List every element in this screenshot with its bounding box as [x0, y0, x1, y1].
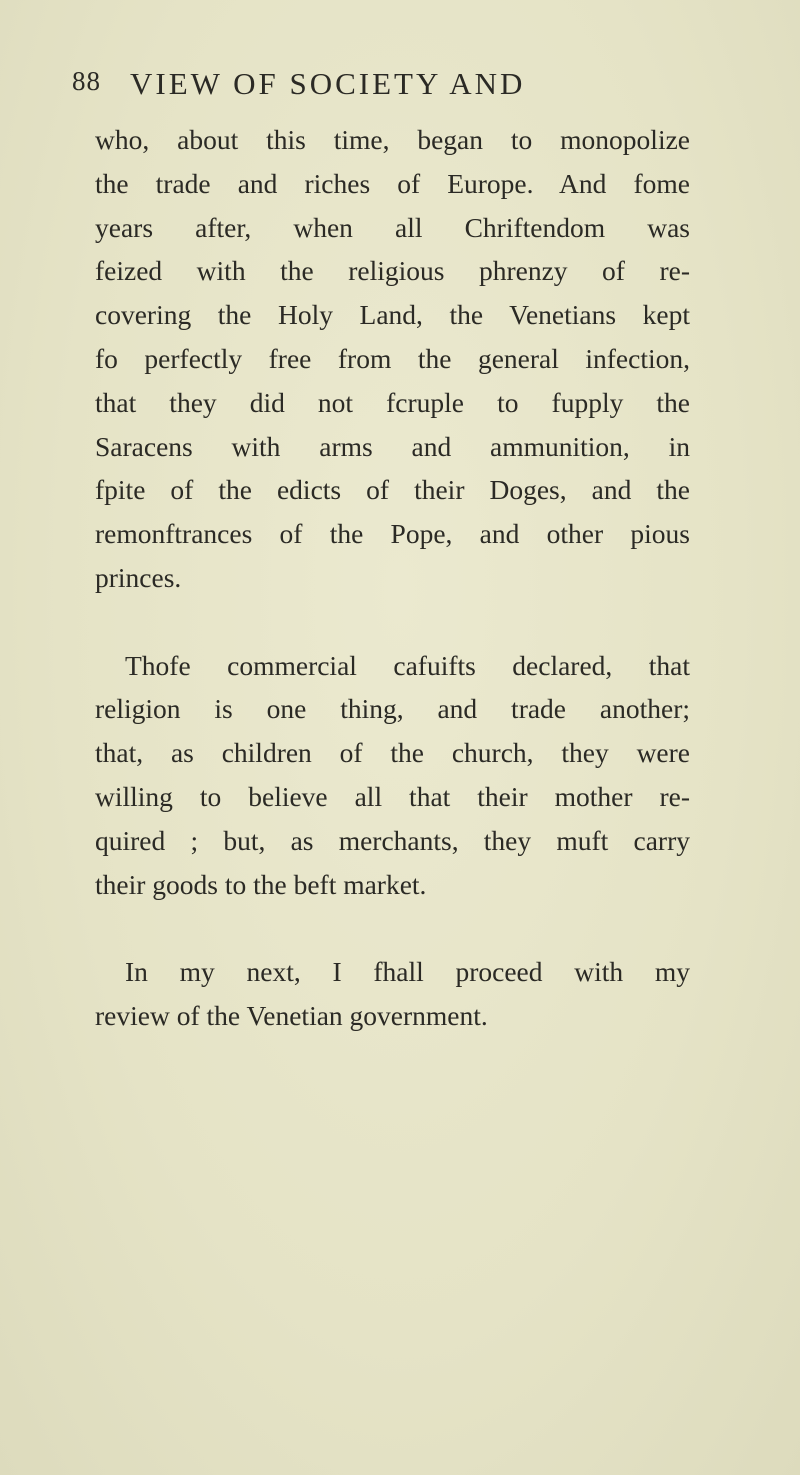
text-line: Thofe commercial cafuifts declared, that — [125, 649, 690, 681]
text-line: who, about this time, began to monopolize — [95, 124, 690, 155]
page-header — [72, 66, 712, 110]
text-line: remonftrances of the Pope, and other pious — [95, 518, 690, 550]
paragraph-spacer — [95, 906, 690, 950]
text-line: years after, when all Chriftendom was — [95, 211, 690, 243]
text-line: feized with the religious phrenzy of re- — [95, 255, 690, 287]
text-line: religion is one thing, and trade another; — [95, 693, 690, 725]
text-line: that, as children of the church, they were — [95, 737, 690, 769]
text-line: fpite of the edicts of their Doges, and the — [95, 474, 690, 506]
text-line: that they did not fcruple to fupply the — [95, 386, 690, 418]
text-line: Saracens with arms and ammunition, in — [95, 430, 690, 462]
text-line: their goods to the beft market. — [95, 868, 427, 900]
paragraph-3 — [95, 950, 690, 1038]
text-line: quired ; but, as merchants, they muft carry — [95, 824, 690, 856]
running-head: VIEW OF SOCIETY AND — [130, 66, 526, 101]
paragraph-spacer — [95, 600, 690, 644]
text-line: willing to believe all that their mother re- — [95, 780, 690, 812]
paragraph-1 — [95, 118, 690, 600]
text-line: princes. — [95, 561, 182, 593]
text-line: the trade and riches of Europe. And fome — [95, 167, 690, 199]
page-number: 88 — [72, 66, 101, 96]
paragraph-2 — [95, 644, 690, 907]
text-line: covering the Holy Land, the Venetians kept — [95, 299, 690, 331]
body-text — [95, 118, 690, 1038]
text-line: In my next, I fhall proceed with my — [125, 956, 690, 988]
text-line: fo perfectly free from the general infection, — [95, 342, 690, 374]
text-line: review of the Venetian government. — [95, 999, 488, 1031]
